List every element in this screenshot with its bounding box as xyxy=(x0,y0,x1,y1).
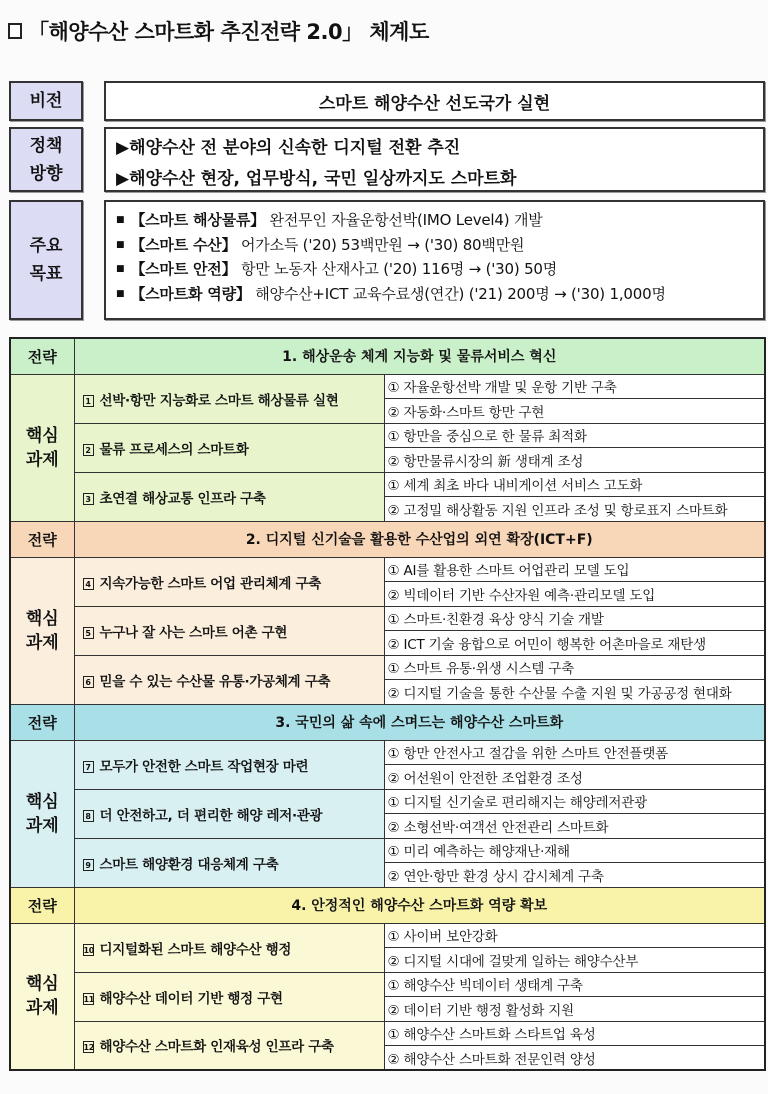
sub-task: ① 항만 안전사고 절감을 위한 스마트 안전플랫폼 xyxy=(384,740,765,765)
checkbox-bullet-icon xyxy=(8,23,22,39)
core-task-title: 선박·항만 지능화로 스마트 해상물류 실현 xyxy=(99,392,339,409)
goals-label-line2: 목표 xyxy=(29,264,63,284)
core-task xyxy=(74,423,384,472)
vision-label xyxy=(9,81,83,121)
sub-task: ② 어선원이 안전한 조업환경 조성 xyxy=(384,765,765,790)
sub-task: ① 미리 예측하는 해양재난·재해 xyxy=(384,838,765,863)
sub-task: ② 데이터 기반 행정 활성화 지원 xyxy=(384,997,765,1022)
core-task-title: 믿을 수 있는 수산물 유통·가공체계 구축 xyxy=(99,673,331,690)
sub-task: ② 항만물류시장의 新 생태계 조성 xyxy=(384,448,765,473)
goals-label xyxy=(9,200,83,320)
policy-item: ▶해양수산 전 분야의 신속한 디지털 전환 추진 xyxy=(116,138,461,158)
sub-task: ② 소형선박·여객선 안전관리 스마트화 xyxy=(384,814,765,839)
task-number-badge: 10 xyxy=(83,945,95,955)
sub-task: ① 스마트 유통·위생 시스템 구축 xyxy=(384,655,765,680)
strategy-label: 전략 xyxy=(10,338,74,374)
sub-task: ② 해양수산 스마트화 전문인력 양성 xyxy=(384,1046,765,1071)
task-row xyxy=(10,606,765,631)
strategy-table xyxy=(9,337,766,1071)
page-title-text: 「해양수산 스마트화 추진전략 2.0」 체계도 xyxy=(28,20,429,44)
goal-text: 항만 노동자 산재사고 ('20) 116명 → ('30) 50명 xyxy=(236,260,558,278)
core-task xyxy=(74,923,384,972)
task-number-badge: 12 xyxy=(83,1043,95,1053)
core-task-title: 누구나 잘 사는 스마트 어촌 구현 xyxy=(99,624,288,641)
goal-text: 해양수산+ICT 교육수료생(연간) ('21) 200명 → ('30) 1,000명 xyxy=(250,284,666,303)
strategy-label: 전략 xyxy=(10,887,74,923)
core-task-title: 해양수산 데이터 기반 행정 구현 xyxy=(99,990,283,1007)
core-task-title: 해양수산 스마트화 인재육성 인프라 구축 xyxy=(99,1039,334,1056)
core-task xyxy=(74,557,384,606)
core-label-line1: 핵심 xyxy=(25,791,59,812)
core-label-line1: 핵심 xyxy=(25,425,59,446)
sub-task: ② 빅데이터 기반 수산자원 예측·관리모델 도입 xyxy=(384,582,765,607)
goal-tag: 【스마트화 역량】 xyxy=(130,284,251,303)
goal-tag: 【스마트 해상물류】 xyxy=(130,211,265,229)
sub-task: ② 디지털 시대에 걸맞게 일하는 해양수산부 xyxy=(384,948,765,973)
core-task xyxy=(74,472,384,521)
sub-task: ① 해양수산 스마트화 스타트업 육성 xyxy=(384,1021,765,1046)
core-task-title: 스마트 해양환경 대응체계 구축 xyxy=(99,856,279,873)
task-row xyxy=(10,838,765,863)
task-row xyxy=(10,557,765,582)
sub-task: ① 해양수산 빅데이터 생태계 구축 xyxy=(384,972,765,997)
core-task xyxy=(74,972,384,1021)
vision-label-text: 비전 xyxy=(29,91,63,111)
sub-task: ② 디지털 기술을 통한 수산물 수출 지원 및 가공공정 현대화 xyxy=(384,680,765,705)
task-number-badge: 4 xyxy=(83,578,94,590)
goal-text: 완전무인 자율운항선박(IMO Level4) 개발 xyxy=(264,211,543,229)
core-task-title: 더 안전하고, 더 편리한 해양 레저·관광 xyxy=(99,807,323,824)
task-row xyxy=(10,423,765,448)
core-label-line2: 과제 xyxy=(25,632,59,653)
task-row xyxy=(10,1021,765,1046)
sub-task: ① 디지털 신기술로 편리해지는 해양레저관광 xyxy=(384,789,765,814)
task-row xyxy=(10,923,765,948)
sub-task: ① 사이버 보안강화 xyxy=(384,923,765,948)
sub-task: ① 스마트·친환경 육상 양식 기술 개발 xyxy=(384,606,765,631)
strategy-title: 4. 안정적인 해양수산 스마트화 역량 확보 xyxy=(74,887,765,923)
core-task-title: 물류 프로세스의 스마트화 xyxy=(99,441,249,458)
sub-task: ① 항만을 중심으로 한 물류 최적화 xyxy=(384,423,765,448)
core-task xyxy=(74,740,384,789)
task-row xyxy=(10,740,765,765)
task-row xyxy=(10,972,765,997)
strategy-header-row xyxy=(10,338,765,374)
core-task-label xyxy=(10,740,74,887)
goal-text: 어가소득 ('20) 53백만원 → ('30) 80백만원 xyxy=(236,235,525,254)
task-number-badge: 9 xyxy=(83,859,94,871)
policy-item: ▶해양수산 현장, 업무방식, 국민 일상까지도 스마트화 xyxy=(116,169,517,189)
core-label-line2: 과제 xyxy=(25,998,59,1019)
strategy-header-row xyxy=(10,521,765,557)
strategy-header-row xyxy=(10,704,765,740)
task-number-badge: 7 xyxy=(83,761,94,773)
task-row xyxy=(10,472,765,497)
vision-box xyxy=(104,81,765,121)
vision-text: 스마트 해양수산 선도국가 실현 xyxy=(318,93,551,114)
core-label-line2: 과제 xyxy=(25,815,59,836)
sub-task: ② 자동화·스마트 항만 구현 xyxy=(384,399,765,424)
core-task xyxy=(74,789,384,838)
task-number-badge: 2 xyxy=(83,444,94,456)
task-number-badge: 6 xyxy=(83,676,94,688)
core-label-line1: 핵심 xyxy=(25,974,59,995)
sub-task: ① 세계 최초 바다 내비게이션 서비스 고도화 xyxy=(384,472,765,497)
core-task xyxy=(74,655,384,704)
policy-label-line1: 정책 xyxy=(29,135,63,156)
policy-label-line2: 방향 xyxy=(29,163,63,184)
sub-task: ② 연안·항만 환경 상시 감시체계 구축 xyxy=(384,863,765,888)
task-row xyxy=(10,789,765,814)
goals-label-line1: 주요 xyxy=(29,236,63,256)
policy-box xyxy=(104,127,765,192)
task-number-badge: 3 xyxy=(83,493,94,505)
page-title xyxy=(8,16,429,46)
sub-task: ② 고정밀 해상활동 지원 인프라 조성 및 항로표지 스마트화 xyxy=(384,497,765,522)
core-task-title: 초연결 해상교통 인프라 구축 xyxy=(99,490,266,507)
strategy-label: 전략 xyxy=(10,521,74,557)
sub-task: ② ICT 기술 융합으로 어민이 행복한 어촌마을로 재탄생 xyxy=(384,631,765,656)
strategy-title: 1. 해상운송 체계 지능화 및 물류서비스 혁신 xyxy=(74,338,765,374)
policy-label xyxy=(9,127,83,192)
core-task-title: 디지털화된 스마트 해양수산 행정 xyxy=(99,941,292,958)
core-task xyxy=(74,606,384,655)
core-task-label xyxy=(10,374,74,521)
core-task xyxy=(74,374,384,423)
goal-item xyxy=(116,208,753,233)
core-task-label xyxy=(10,923,74,1070)
strategy-title: 3. 국민의 삶 속에 스며드는 해양수산 스마트화 xyxy=(74,704,765,740)
core-task-title: 모두가 안전한 스마트 작업현장 마련 xyxy=(99,758,309,775)
strategy-header-row xyxy=(10,887,765,923)
core-task xyxy=(74,838,384,887)
core-task xyxy=(74,1021,384,1070)
task-number-badge: 11 xyxy=(83,994,95,1004)
core-task-label xyxy=(10,557,74,704)
goal-item xyxy=(116,257,753,282)
task-number-badge: 8 xyxy=(83,810,94,822)
sub-task: ① AI를 활용한 스마트 어업관리 모델 도입 xyxy=(384,557,765,582)
core-task-title: 지속가능한 스마트 어업 관리체계 구축 xyxy=(99,575,321,592)
task-number-badge: 1 xyxy=(83,395,94,407)
task-number-badge: 5 xyxy=(83,627,94,639)
sub-task: ① 자율운항선박 개발 및 운항 기반 구축 xyxy=(384,374,765,399)
strategy-label: 전략 xyxy=(10,704,74,740)
core-label-line2: 과제 xyxy=(25,449,59,470)
strategy-title: 2. 디지털 신기술을 활용한 수산업의 외연 확장(ICT+F) xyxy=(74,521,765,557)
goal-tag: 【스마트 안전】 xyxy=(130,260,237,278)
goals-box xyxy=(104,200,765,320)
goal-item xyxy=(116,233,753,258)
goal-item xyxy=(116,282,753,307)
task-row xyxy=(10,655,765,680)
core-label-line1: 핵심 xyxy=(25,608,59,629)
goal-tag: 【스마트 수산】 xyxy=(130,235,237,254)
task-row xyxy=(10,374,765,399)
